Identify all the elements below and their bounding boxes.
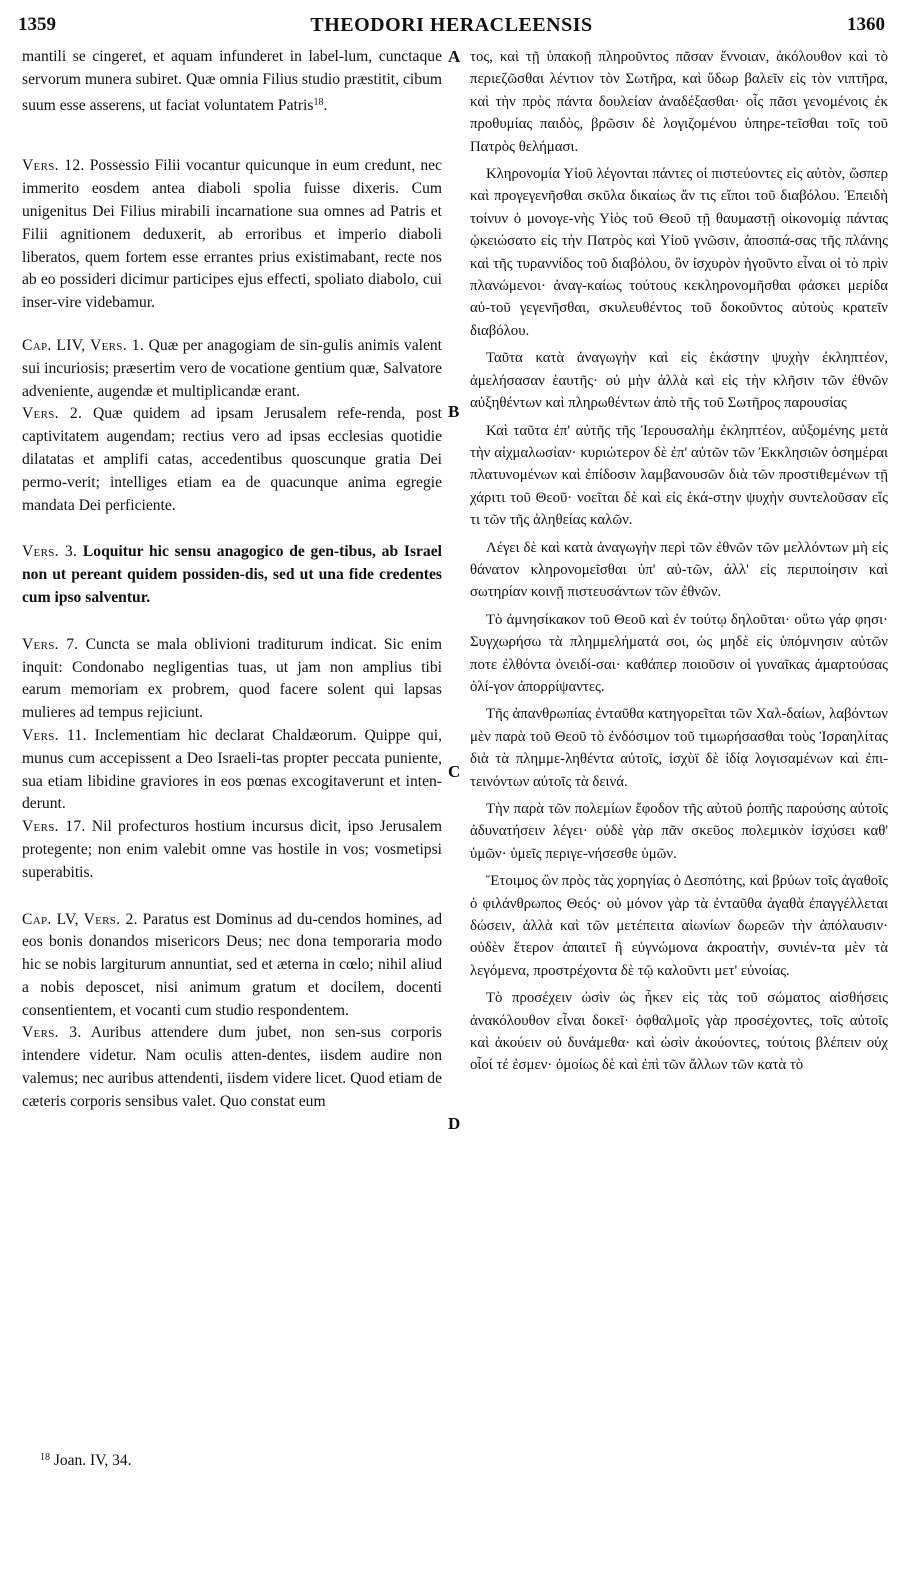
verse-label: Vers. 11.: [22, 726, 87, 744]
footnote-text: Joan. IV, 34.: [53, 1452, 132, 1469]
latin-paragraph: Vers. 7. Cuncta se mala oblivioni traditurum indicat. Sic enim inquit: Condonabo negligentias tuas, ut jam non amplius tibi earum memoriam ex probrem, quod facere solent qui lapsas mulieres ad tempus rejiciunt.: [22, 635, 442, 722]
running-title: THEODORI HERACLEENSIS: [310, 14, 593, 36]
latin-paragraph: Vers. 17. Nil profecturos hostium incursus dicit, ipso Jerusalem protegente; non enim valebit omne vas hostile in vos; vosmetipsi superabitis.: [22, 818, 442, 881]
latin-paragraph: Vers. 11. Inclementiam hic declarat Chaldæorum. Quippe qui, munus cum accepissent a Deo Israeli-tas propter peccata puniente, sua etiam libidine graviores in eos pœnas excogitaverunt et inten-derunt.: [22, 726, 442, 813]
margin-letter-b: B: [448, 402, 460, 421]
verse-label: Vers. 17.: [22, 818, 86, 836]
latin-paragraph: Cap. LV, Vers. 2. Paratus est Dominus ad du-cendos homines, ad eos bonis donandos misericors Deus; nec dona temporaria modo hic se nobis largiturum annuntiat, sed et æterna in cœlo; nihil aliud a nobis deposcet, nisi animum gratum et docilem, docenti consentientem, et vocanti cum studio respondentem.: [22, 910, 442, 1019]
greek-paragraph: Τῆς ἀπανθρωπίας ἐνταῦθα κατηγορεῖται τῶν Χαλ-δαίων, λαβόντων μὲν παρὰ τοῦ Θεοῦ τὸ ἐνδόσιμον τοῦ τιμωρήσασθαι τοὺς Ἰσραηλίτας διὰ τὰ πλημμε-ληθέντα αὐτοῖς, ἰσχὺϊ δὲ ἰδίᾳ λογισαμένων καὶ ἐπι-τεινόντων αὐτοῖς τὰ δεινά.: [470, 706, 888, 790]
page-number-right: 1360: [847, 14, 885, 35]
footnote-ref: 18: [313, 96, 324, 108]
greek-paragraph: Τὸ προσέχειν ὠσὶν ὡς ἧκεν εἰς τὰς τοῦ σώματος αἰσθήσεις ἀνακόλουθον εἶναι δοκεῖ· ὀφθαλμοῖς γὰρ προσέχοντες, τοῖς αὐτοῖς καὶ ἀκούειν οὐ δυνάμεθα· καὶ ὠσὶν ἀκούοντες, τούτοις βλέπειν οὐχ οἷοί τέ ἐσμεν· ὁμοίως δὲ καὶ ἐπὶ τῶν ἄλλων τῶν κατὰ τὸ: [470, 990, 888, 1074]
margin-letter-c: C: [448, 762, 461, 781]
page-header: [18, 14, 885, 40]
latin-paragraph: Vers. 2. Quæ quidem ad ipsam Jerusalem refe-renda, post captivitatem augendam; rectius vero ad ipsas ecclesias quotidie dilatatas et amplifi catas, accedentibus quoscunque gratia Dei permo-verit; intelliges etiam ea de quacunque anima egregie mandata Dei perficiente.: [22, 405, 442, 514]
verse-label: Vers. 7.: [22, 635, 79, 653]
greek-paragraph: Τὸ ἀμνησίκακον τοῦ Θεοῦ καὶ ἐν τούτῳ δηλοῦται· οὕτω γάρ φησι· Συγχωρήσω τὰ πλημμελήματά σοι, ὡς μηδὲ εἰς ὑπόμνησιν αὐτῶν ποτε ἐλθόντα ὀνειδί-σαι· καθάπερ ποιοῦσιν οἱ γυναῖκας ἁμαρτούσας ὀλί-γον ἀπορρίψαντες.: [470, 611, 888, 695]
greek-paragraph: Κληρονομία Υἱοῦ λέγονται πάντες οἱ πιστεύοντες εἰς αὐτὸν, ὥσπερ καὶ προγεγενῆσθαι σκῦλα δικαίως ἄν τις εἴποι τοῦ διαβόλου. Ἐπειδὴ τοίνυν ὁ μονογε-νὴς Υἱὸς τοῦ Θεοῦ τῇ θαυμαστῇ οἰκονομίᾳ πάντας ᾠκειώσατο εἰς τὴν Πατρὸς καὶ Υἱοῦ γνῶσιν, ἀποσπά-σας τῆς πλάνης καὶ τῆς τυραννίδος τοῦ διαβόλου, ὃν ἰσχυρὸν ἡγοῦντο εἶναι οἱ τὸ πρὶν πλανώμενοι· ἀναγ-καίως τούτους κεκληρονομῆσθαι φάσκει μερίδα αὐ-τοῦ γεγενῆσθαι, σκυλευθέντος τοῦ δοκοῦντος αὐτοὺς κρατεῖν διαβόλου.: [470, 166, 888, 339]
greek-paragraph: Ἕτοιμος ὢν πρὸς τὰς χορηγίας ὁ Δεσπότης, καὶ βρύων τοῖς ἀγαθοῖς ὁ φιλάνθρωπος Θεός· οὐ μόνον γὰρ τὰ ἐνταῦθα ἀγαθὰ ἐπαγγέλλεται δώσειν, ἀλλὰ καὶ τῶν μετέπειτα αἰωνίων δωρεῶν τὴν ἀπόλαυσιν· οὐδὲν ἕτερον ἀπαιτεῖ ἢ εὐγνώμονα ἀκροατὴν, συνιέν-τα μὲν τὰ λεγόμενα, προστρέχοντα δὲ τῷ καλοῦντι μετ' εὐνοίας.: [470, 873, 888, 979]
verse-label: Vers. 2.: [22, 405, 83, 423]
margin-letter-a: A: [448, 47, 461, 66]
verse-label: Vers. 12.: [22, 157, 85, 175]
verse-label: Vers. 3.: [22, 543, 78, 561]
margin-letter-d: D: [448, 1114, 461, 1133]
footnote-mark: 18: [40, 1452, 50, 1463]
latin-paragraph: mantili se cingeret, et aquam infunderet in label-lum, cunctaque servorum munera subiret. Quæ omnia Filius studio præstitit, cibum suum esse asserens, ut faciat voluntatem Patris$^{18}$.: [22, 48, 442, 114]
greek-paragraph: Τὴν παρὰ τῶν πολεμίων ἔφοδον τῆς αὐτοῦ ῥοπῆς παρούσης αὐτοῖς ἀδυνατήσειν λέγει· οὐδὲ γὰρ πᾶν σκεῦος πολεμικὸν ἰσχύσει καθ' ὑμῶν· ὑμεῖς περιγε-νήσεσθε ὑμῶν.: [470, 801, 888, 862]
latin-paragraph: Vers. 12. Possessio Filii vocantur quicunque in eum credunt, nec immerito eosdem antea diaboli spolia fuisse dixeris. Cum unigenitus Dei Filius mirabili incarnatione sua omnes ad Patris et Filii agnitionem deduxerit, ab erroribus et imperio diaboli liberatos, quem fortem esse errantes prius existimabant, recte nos ab eo possideri dicimur participes ejus effecti, spoliato diabolo, cui inser-vire videbamur.: [22, 157, 442, 312]
footnote: [40, 1452, 132, 1470]
greek-paragraph: Λέγει δὲ καὶ κατὰ ἀναγωγὴν περὶ τῶν ἐθνῶν τῶν μελλόντων μὴ εἰς θάνατον κληρονομεῖσθαι ὑπ' αὐ-τῶν, ἀλλ' εἰς περιποίησιν καὶ σωτηρίαν κοινῇ πιστευσάντων τῶν ἐθνῶν.: [470, 539, 888, 601]
verse-label: Cap. LIV, Vers. 1.: [22, 336, 145, 354]
verse-label: Cap. LV, Vers. 2.: [22, 910, 138, 928]
latin-paragraph: Cap. LIV, Vers. 1. Quæ per anagogiam de sin-gulis animis valent sui incuriosis; præsertim vero de vocatione gentium quæ, Salvatore adveniente, augendæ et multiplicandæ erant.: [22, 336, 442, 400]
greek-paragraph: Καὶ ταῦτα ἐπ' αὐτῆς τῆς Ἱερουσαλὴμ ἐκληπτέον, αὐξομένης μετὰ τὴν αἰχμαλωσίαν· κυριώτερον δὲ ἐπ' αὐτῶν τῶν Ἐκκλησιῶν ὁσημέραι πλατυνομένων καὶ ἐπίδοσιν λαμβανουσῶν διὰ τῶν προστιθεμένων τῇ χάριτι τοῦ Θεοῦ· νοεῖται δὲ καὶ εἰς ἑκά-στην ψυχὴν συντελοῦσαν εἴς τι τῶν τῆς ἀληθείας καλῶν.: [470, 422, 888, 529]
greek-column: [470, 46, 888, 1077]
page-number-left: 1359: [18, 14, 56, 35]
latin-paragraph: Vers. 3. Loquitur hic sensu anagogico de gen-tibus, ab Israel non ut pereant quidem possiden-dis, sed ut una fide credentes cum ipso salventur.: [22, 543, 442, 606]
verse-label: Vers. 3.: [22, 1024, 82, 1042]
greek-paragraph: τος, καὶ τῇ ὑπακοῇ πληροῦντος πᾶσαν ἔννοιαν, ἀκόλουθον καὶ τὸ περιεζῶσθαι λέντιον τὸν Σωτῆρα, καὶ ὕδωρ βαλεῖν εἰς τὸν νιπτῆρα, καὶ τὴν πρὸς πάντα δουλείαν ἀναδέξασθαι· οἷς πᾶσι γενομένοις ἐκ προθυμίας παιδὸς, βρῶσιν δὲ λογιζομένου ὑπηρε-τεῖσθαι τοῖς τοῦ Πατρὸς θελήμασι.: [470, 49, 888, 155]
latin-column: [22, 46, 442, 1114]
latin-paragraph: Vers. 3. Auribus attendere dum jubet, non sen-sus corporis intendere videtur. Nam oculis atten-dentes, iisdem audire non valemus; nec auribus attendenti, iisdem videre licet. Quod etiam de cæteris corporis sensibus valet. Quo constat eum: [22, 1024, 443, 1110]
greek-paragraph: Ταῦτα κατὰ ἀναγωγὴν καὶ εἰς ἑκάστην ψυχὴν ἐκληπτέον, ἀμελήσασαν ἑαυτῆς· οὐ μὴν ἀλλὰ καὶ εἰς τὴν κλῆσιν τῶν ἐθνῶν αὐξηθέντων καὶ πληρωθέντων ἀπὸ τῆς τοῦ Σωτῆρος παρουσίας: [470, 350, 888, 412]
